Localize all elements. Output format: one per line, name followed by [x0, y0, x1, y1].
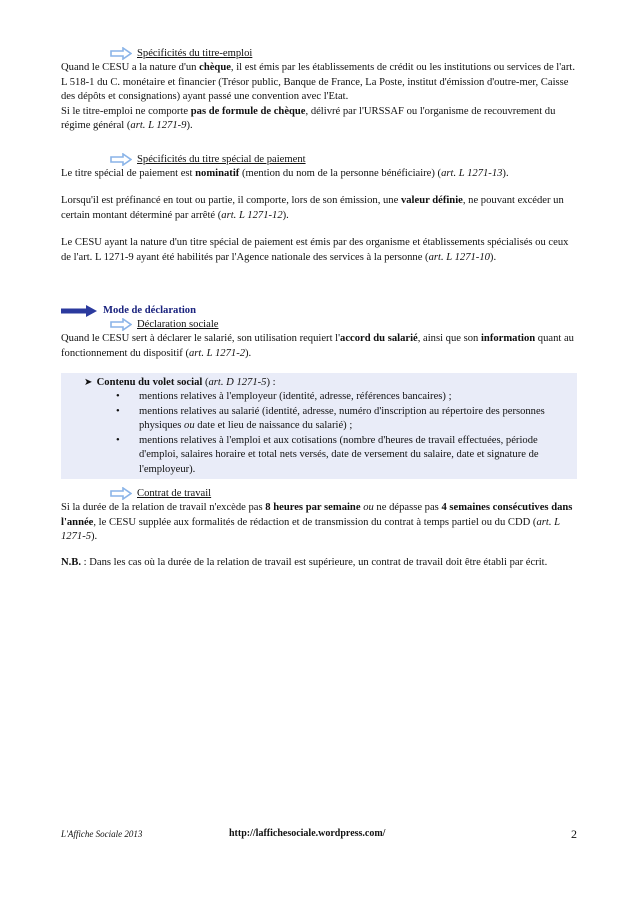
subheading-text: Spécificités du titre spécial de paiement: [137, 154, 306, 165]
paragraph-accord-salarie: Quand le CESU sert à déclarer le salarié, son utilisation requiert l'accord du salarié, ainsi que son information quant au fonctionnement du dispositif (art. L 1271-2).: [61, 333, 574, 359]
subheading-titre-special: [61, 153, 381, 167]
page-number: 2: [571, 827, 577, 841]
list-item: • mentions relatives au salarié (identité, adresse, numéro d'inscription au répertoire des personnes physiques ou date et lieu de naissance du salarié) ;: [116, 405, 545, 432]
volet-social-heading: ➤ Contenu du volet social (art. D 1271-5) :: [84, 377, 276, 388]
page-footer: [61, 826, 577, 842]
mode-heading-text: Mode de déclaration: [103, 305, 196, 316]
paragraph-duree-relation: Si la durée de la relation de travail n'excède pas 8 heures par semaine ou ne dépasse pas 4 semaines consécutives dans l'année, le CESU supplée aux formalités de rédaction et de transmission du contrat à temps partiel ou du CDD (art. L 1271-5).: [61, 502, 573, 543]
subheading-text: Contrat de travail: [137, 488, 212, 499]
arrow-right-icon: [110, 318, 132, 331]
paragraph-valeur-definie: Lorsqu'il est préfinancé en tout ou partie, il comporte, lors de son émission, une valeur définie, ne pouvant excéder un certain montant déterminé par arrêté (art. L 1271-12).: [61, 195, 564, 221]
arrowhead-bullet-icon: ➤: [84, 377, 93, 388]
volet-social-box: [61, 373, 577, 479]
heading-mode-declaration: [61, 304, 321, 318]
volet-social-list: [116, 390, 566, 478]
list-item: • mentions relatives à l'emploi et aux cotisations (nombre d'heures de travail effectuées, période d'emploi, salaires horaire et total nets versés, date de versement du salaire, date et signature de l'employeur).: [116, 434, 539, 475]
list-item: • mentions relatives à l'employeur (identité, adresse, références bancaires) ;: [116, 391, 452, 402]
footer-url[interactable]: http://laffichesociale.wordpress.com/: [229, 828, 386, 839]
subheading-contrat-travail: [61, 487, 321, 501]
subheading-text: Spécificités du titre-emploi: [137, 48, 253, 59]
arrow-right-icon: [110, 47, 132, 60]
subheading-text: Déclaration sociale: [137, 319, 219, 330]
arrow-right-icon: [110, 487, 132, 500]
paragraph-nominatif: Le titre spécial de paiement est nominatif (mention du nom de la personne bénéficiaire) (art. L 1271-13).: [61, 168, 509, 179]
footer-publication: L'Affiche Sociale 2013: [61, 829, 143, 839]
arrow-right-icon: [110, 153, 132, 166]
subheading-titre-emploi: [61, 47, 361, 61]
subheading-declaration-sociale: [61, 318, 321, 332]
paragraph-cheque: Quand le CESU a la nature d'un chèque, il est émis par les établissements de crédit ou les institutions ou services de l'art. L 518-1 du C. monétaire et financier (Trésor public, Banque de France, La Poste, institut d'émission d'outre-mer, Caisse des dépôts et consignations) ayant passé une convention avec l'Etat. Si le titre-emploi ne comporte pas de formule de chèque, délivré par l'URSSAF ou l'organisme de recouvrement du régime général (art. L 1271-9).: [61, 62, 575, 132]
paragraph-nb: N.B. : Dans les cas où la durée de la relation de travail est supérieure, un contrat de travail doit être établi par écrit.: [61, 557, 548, 568]
paragraph-emission: Le CESU ayant la nature d'un titre spécial de paiement est émis par des organisme et établissements spécialisés ou ceux de l'art. L 1271-9 ayant été habilités par l'Agence nationale des services à la personne (art. L 1271-10).: [61, 237, 569, 263]
arrow-right-icon: [61, 305, 97, 317]
